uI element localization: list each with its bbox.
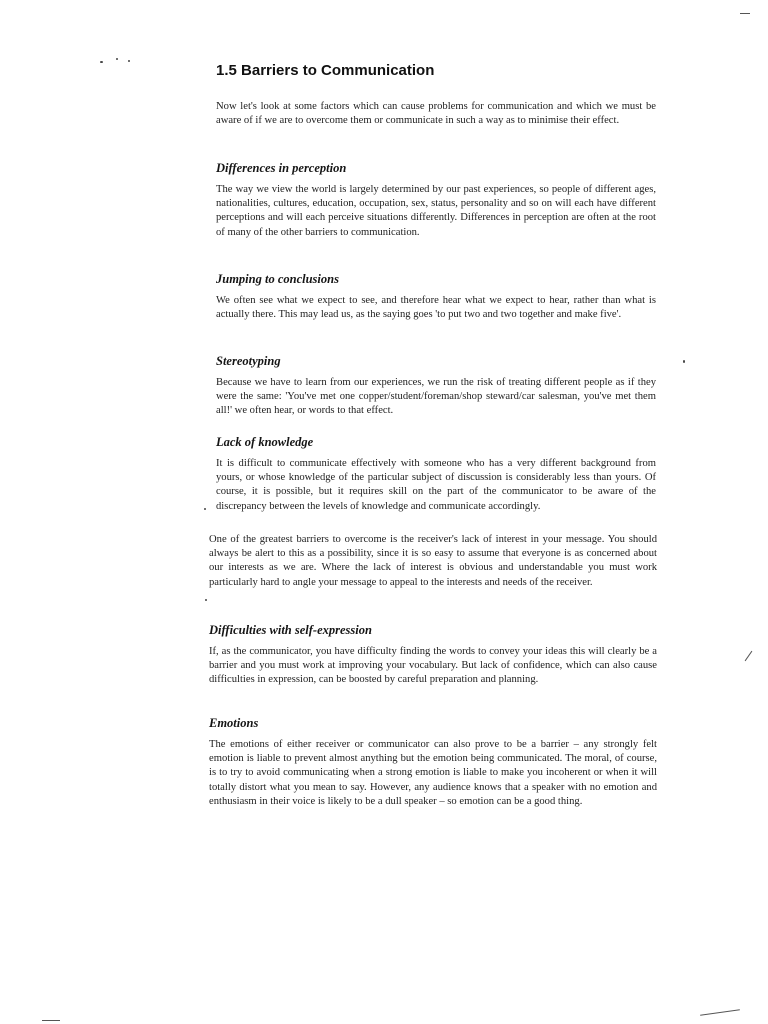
paragraph-jumping-to-conclusions: We often see what we expect to see, and therefore hear what we expect to hear, rather than what is actually there. This may lead us, as the saying goes 'to put two and two together and make five'.	[216, 295, 656, 321]
scan-mark	[42, 1020, 60, 1021]
heading-lack-of-knowledge: Lack of knowledge	[216, 435, 314, 449]
scan-speck	[205, 599, 207, 601]
intro-paragraph: Now let's look at some factors which can cause problems for communication and which we must be aware of if we are to overcome them or communicate in such a way as to minimise their effect.	[216, 101, 656, 127]
scan-mark	[740, 13, 750, 14]
paragraph-differences-in-perception: The way we view the world is largely determined by our past experiences, so people of different ages, nationalities, cultures, education, occupation, sex, status, personality and so on will each have different perceptions and will each perceive situations differently. Differences in perception are often at the root of many of the other barriers to communication.	[216, 184, 656, 238]
paragraph-lack-of-knowledge-2: One of the greatest barriers to overcome is the receiver's lack of interest in your message. You should always be alert to this as a possibility, since it is so easy to assume that everyone is as concerned about our interests as we are. Where the lack of interest is obvious and understandable you must work particularly hard to angle your message to appeal to the interests and needs of the receiver.	[209, 534, 657, 588]
section-title: 1.5 Barriers to Communication	[216, 62, 435, 79]
scan-speck	[128, 60, 130, 62]
heading-jumping-to-conclusions: Jumping to conclusions	[216, 272, 339, 286]
scan-speck	[204, 508, 206, 510]
heading-differences-in-perception: Differences in perception	[216, 161, 347, 175]
scan-speck	[116, 58, 118, 60]
paragraph-lack-of-knowledge-1: It is difficult to communicate effectively with someone who has a very different background from yours, or whose knowledge of the particular subject of discussion is considerably less than yours. Of course, it is possible, but it requires skill on the part of the communicator to be aware of the discrepancy between the levels of knowledge and communicate accordingly.	[216, 458, 656, 512]
heading-stereotyping: Stereotyping	[216, 354, 281, 368]
scan-speck	[100, 61, 103, 63]
paragraph-emotions: The emotions of either receiver or communicator can also prove to be a barrier – any strongly felt emotion is liable to prevent almost anything but the emotion being communicated. The moral, of course, is to try to avoid communicating when a strong emotion is liable to make you incoherent or when it will totally distort what you mean to say. However, any audience knows that a speaker with no emotion and enthusiasm in their voice is likely to be a dull speaker – so emotion can be a good thing.	[209, 739, 657, 807]
heading-difficulties-with-self-expression: Difficulties with self-expression	[209, 623, 372, 637]
heading-emotions: Emotions	[209, 716, 259, 730]
paragraph-stereotyping: Because we have to learn from our experiences, we run the risk of treating different people as if they were the same: 'You've met one copper/student/foreman/shop steward/car salesman, you've met them all!' we often hear, or words to that effect.	[216, 377, 656, 417]
paragraph-difficulties-with-self-expression: If, as the communicator, you have difficulty finding the words to convey your ideas this will clearly be a barrier and you must work at improving your vocabulary. But lack of confidence, which can also cause difficulties in expression, can be boosted by careful preparation and planning.	[209, 646, 657, 686]
scan-mark	[745, 651, 753, 661]
scan-speck	[683, 360, 685, 363]
scan-mark	[700, 1009, 740, 1016]
